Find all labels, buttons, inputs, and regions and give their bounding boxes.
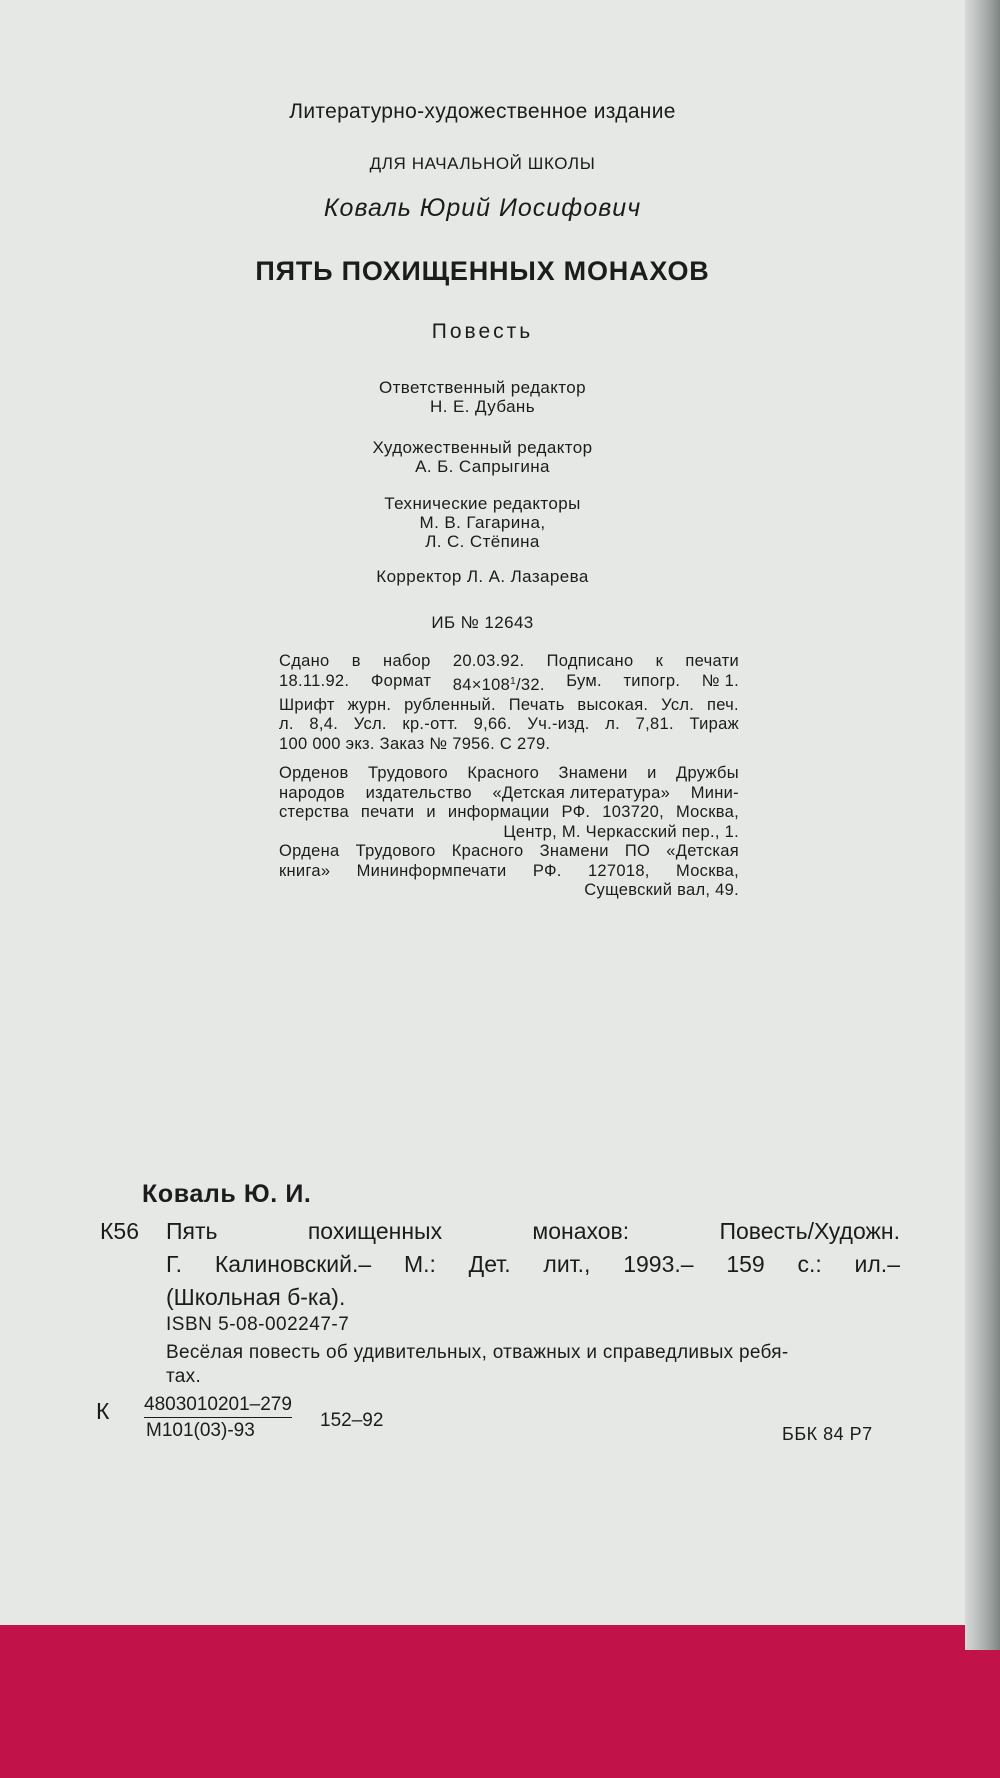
word: 18.11.92. xyxy=(279,671,350,690)
word: 127018, xyxy=(587,861,650,880)
printer-line-2 xyxy=(279,862,739,882)
edition-type: Литературно-художественное издание xyxy=(289,100,676,123)
k-letter: К xyxy=(96,1398,110,1424)
publisher-line-4: Центр, М. Черкасский пер., 1. xyxy=(503,822,739,841)
publisher-info xyxy=(279,764,739,901)
word: Ордена xyxy=(279,842,340,860)
book-title: ПЯТЬ ПОХИЩЕННЫХ МОНАХОВ xyxy=(255,256,710,286)
word: и xyxy=(426,803,436,821)
role-label: Художественный редактор xyxy=(372,438,593,457)
catalog-code: К56 xyxy=(100,1218,139,1244)
word: Красного xyxy=(451,842,524,860)
catalog-line-1 xyxy=(166,1218,900,1245)
word: 159 xyxy=(726,1251,765,1277)
word: Мининформпечати xyxy=(356,861,507,880)
word: РФ. xyxy=(561,803,591,821)
genre-label: Повесть xyxy=(431,320,534,343)
word: л. xyxy=(605,715,621,733)
format-sup: 1 xyxy=(510,675,516,687)
word: Повесть/Художн. xyxy=(719,1218,900,1244)
page-edge xyxy=(965,0,1000,1650)
word: к xyxy=(655,652,664,670)
word: книга» xyxy=(279,861,331,880)
word: рубленный. xyxy=(404,695,496,714)
word: Трудового xyxy=(355,842,436,860)
word: «Детская xyxy=(666,842,739,860)
word: Дружбы xyxy=(676,764,739,782)
print-line-3 xyxy=(279,696,739,716)
word: 7,81. xyxy=(635,715,674,733)
catalog-author: Коваль Ю. И. xyxy=(142,1180,312,1208)
word: Сдано xyxy=(279,652,330,670)
tech-editors xyxy=(0,494,965,551)
word: набор xyxy=(383,652,431,670)
word: кр.-отт. xyxy=(402,715,458,733)
k-fraction-denominator: М101(03)-93 xyxy=(146,1420,255,1441)
word: печ. xyxy=(707,695,739,714)
word: информации xyxy=(447,803,550,821)
word: Орденов xyxy=(279,764,349,782)
role-label: Технические редакторы xyxy=(384,494,581,513)
word: Формат xyxy=(370,671,432,690)
person-name: Н. Е. Дубань xyxy=(430,397,535,416)
word: Москва, xyxy=(675,803,739,821)
print-line-5: 100 000 экз. Заказ № 7956. С 279. xyxy=(279,734,551,753)
audience-label: ДЛЯ НАЧАЛЬНОЙ ШКОЛЫ xyxy=(369,154,596,173)
publisher-line-2 xyxy=(279,784,739,804)
word: Дет. xyxy=(468,1251,511,1277)
print-line-1 xyxy=(279,652,739,672)
word: л. xyxy=(279,715,294,733)
word: и xyxy=(647,764,657,782)
word: печати xyxy=(360,803,415,821)
word: в xyxy=(351,652,361,670)
word: РФ. xyxy=(532,861,562,880)
publisher-line-3 xyxy=(279,803,739,823)
annotation-line-2: тах. xyxy=(166,1366,202,1387)
word: Калиновский.– xyxy=(214,1251,372,1277)
catalog-line-2 xyxy=(166,1251,900,1278)
word: ил.– xyxy=(854,1251,900,1277)
word: типогр. xyxy=(623,671,681,690)
format-value xyxy=(453,672,545,696)
corrector: Корректор Л. А. Лазарева xyxy=(376,567,589,586)
word: 9,66. xyxy=(473,715,512,733)
word: монахов: xyxy=(532,1218,630,1244)
publisher-line-1 xyxy=(279,764,739,784)
k-fraction-numerator: 4803010201–279 xyxy=(144,1394,292,1418)
author-full-name: Коваль Юрий Иосифович xyxy=(323,194,642,222)
word: Подписано xyxy=(546,652,634,670)
print-info xyxy=(279,652,739,754)
word: Усл. xyxy=(353,715,387,733)
word: Шрифт xyxy=(279,695,335,714)
word: лит., xyxy=(543,1251,591,1277)
word: стерства xyxy=(279,803,349,821)
annotation-line-1: Весёлая повесть об удивительных, отважных и справедливых ребя- xyxy=(166,1342,789,1363)
word: М.: xyxy=(403,1251,436,1277)
printer-line-1 xyxy=(279,842,739,862)
ib-number: ИБ № 12643 xyxy=(431,613,534,632)
person-name: М. В. Гагарина, xyxy=(419,513,546,532)
word: издательство xyxy=(365,783,472,802)
format-base: 84×108 xyxy=(452,676,511,694)
word: журн. xyxy=(347,695,392,714)
word: похищенных xyxy=(307,1218,443,1244)
format-denominator: /32. xyxy=(515,676,545,694)
isbn: ISBN 5-08-002247-7 xyxy=(166,1314,350,1335)
word: Усл. xyxy=(661,695,695,714)
printer-line-3: Сущевский вал, 49. xyxy=(584,881,739,899)
person-name: А. Б. Сапрыгина xyxy=(415,457,550,476)
word: печати xyxy=(685,652,739,670)
word: народов xyxy=(279,783,345,802)
word: Бум. xyxy=(566,671,602,690)
catalog-line-3: (Школьная б-ка). xyxy=(166,1284,346,1310)
word: 20.03.92. xyxy=(452,652,525,670)
word: Тираж xyxy=(689,715,739,733)
word: 103720, xyxy=(602,803,665,821)
word: Мини- xyxy=(690,783,739,802)
word: ПО xyxy=(624,842,651,860)
word: 8,4. xyxy=(309,715,339,733)
person-name: Л. С. Стёпина xyxy=(425,532,540,551)
word: с.: xyxy=(797,1251,822,1277)
responsible-editor xyxy=(0,378,965,416)
word: Г. xyxy=(166,1251,183,1277)
print-line-4 xyxy=(279,715,739,735)
word: «Детская литература» xyxy=(492,783,671,802)
word: № 1. xyxy=(701,671,739,690)
word: 1993.– xyxy=(623,1251,694,1277)
k-number: 152–92 xyxy=(320,1410,384,1431)
word: высокая. xyxy=(577,695,649,714)
word: Трудового xyxy=(367,764,448,782)
print-line-2 xyxy=(279,672,739,696)
word: Пять xyxy=(166,1218,218,1244)
role-label: Ответственный редактор xyxy=(379,378,586,397)
word: Москва, xyxy=(675,861,739,880)
word: Знамени xyxy=(558,764,628,782)
bbk-code: ББК 84 Р7 xyxy=(782,1424,873,1444)
word: Красного xyxy=(467,764,540,782)
word: Печать xyxy=(508,695,565,714)
word: Знамени xyxy=(539,842,609,860)
art-editor xyxy=(0,438,965,476)
word: Уч.-изд. xyxy=(527,715,590,733)
